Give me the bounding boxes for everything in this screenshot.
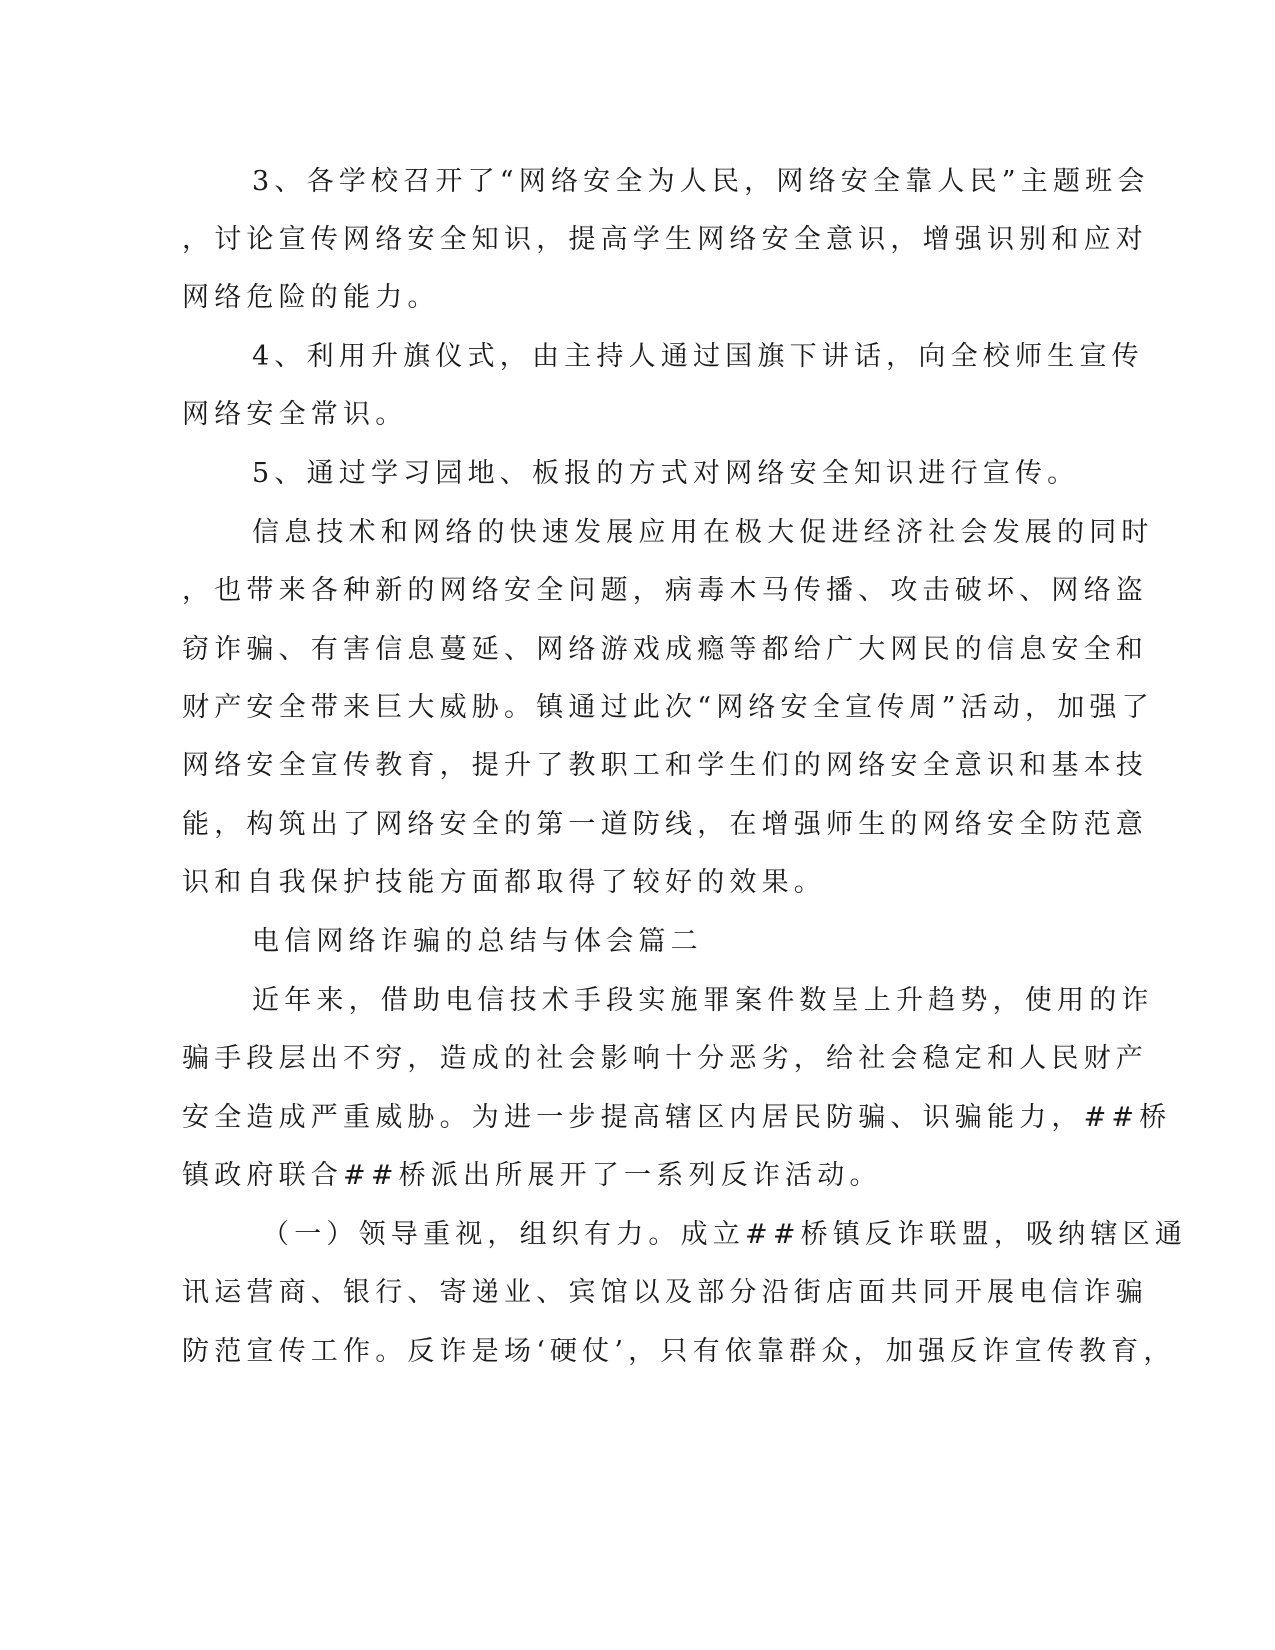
paragraph-line: 能，构筑出了网络安全的第一道防线，在增强师生的网络安全防范意	[182, 809, 1148, 840]
paragraph-line: 网络安全宣传教育，提升了教职工和学生们的网络安全意识和基本技	[182, 750, 1148, 781]
paragraph-line: 信息技术和网络的快速发展应用在极大促进经济社会发展的同时	[252, 517, 1154, 548]
paragraph-line: 讯运营商、银行、寄递业、宾馆以及部分沿街店面共同开展电信诈骗	[182, 1277, 1148, 1308]
paragraph-line: 识和自我保护技能方面都取得了较好的效果。	[182, 867, 826, 898]
paragraph-line: ，也带来各种新的网络安全问题，病毒木马传播、攻击破坏、网络盗	[182, 575, 1148, 606]
paragraph-line: 网络危险的能力。	[182, 282, 440, 313]
paragraph-line: ，讨论宣传网络安全知识，提高学生网络安全意识，增强识别和应对	[182, 224, 1148, 255]
paragraph-line: 网络安全常识。	[182, 399, 408, 430]
paragraph-line: 3、各学校召开了“网络安全为人民，网络安全靠人民”主题班会	[252, 166, 1150, 197]
paragraph-line: 镇政府联合##桥派出所展开了一系列反诈活动。	[182, 1160, 882, 1191]
paragraph-line: 财产安全带来巨大威胁。镇通过此次“网络安全宣传周”活动，加强了	[182, 692, 1154, 723]
paragraph-line: 5、通过学习园地、板报的方式对网络安全知识进行宣传。	[252, 458, 1080, 489]
paragraph-line: （一）领导重视，组织有力。成立##桥镇反诈联盟，吸纳辖区通	[262, 1219, 1188, 1250]
paragraph-line: 4、利用升旗仪式，由主持人通过国旗下讲话，向全校师生宣传	[252, 341, 1144, 372]
paragraph-line: 防范宣传工作。反诈是场‘硬仗’，只有依靠群众，加强反诈宣传教育，	[182, 1336, 1176, 1367]
paragraph-line: 近年来，借助电信技术手段实施罪案件数呈上升趋势，使用的诈	[252, 985, 1154, 1016]
section-heading: 电信网络诈骗的总结与体会篇二	[252, 926, 703, 957]
paragraph-line: 安全造成严重威胁。为进一步提高辖区内居民防骗、识骗能力，##桥	[182, 1102, 1172, 1133]
paragraph-line: 窃诈骗、有害信息蔓延、网络游戏成瘾等都给广大网民的信息安全和	[182, 634, 1148, 665]
paragraph-line: 骗手段层出不穷，造成的社会影响十分恶劣，给社会稳定和人民财产	[182, 1043, 1148, 1074]
